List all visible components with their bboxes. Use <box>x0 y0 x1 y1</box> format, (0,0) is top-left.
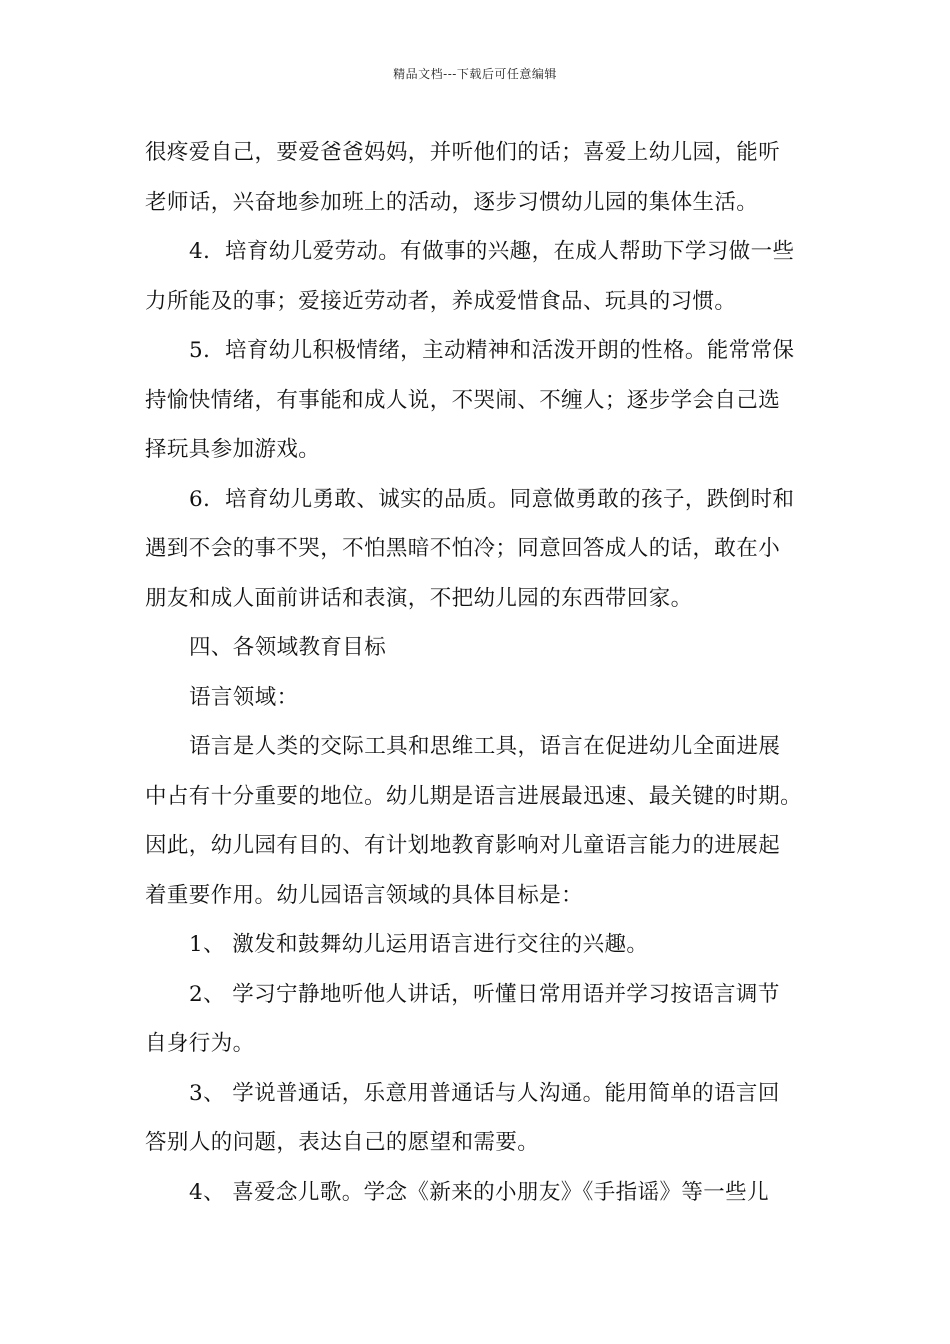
text-line: 因此，幼儿园有目的、有计划地教育影响对儿童语言能力的进展起 <box>145 833 781 858</box>
text-line: 答别人的问题，表达自己的愿望和需要。 <box>145 1130 540 1155</box>
text-line: 择玩具参加游戏。 <box>145 437 321 462</box>
text-line: 4．培育幼儿爱劳动。有做事的兴趣，在成人帮助下学习做一些 <box>189 239 795 264</box>
text-line: 朋友和成人面前讲话和表演，不把幼儿园的东西带回家。 <box>145 585 693 611</box>
text-line: 6．培育幼儿勇敢、诚实的品质。同意做勇敢的孩子，跌倒时和 <box>189 486 795 512</box>
list-item: 1、 激发和鼓舞幼儿运用语言进行交往的兴趣。 <box>189 932 649 957</box>
text-line: 力所能及的事；爱接近劳动者，养成爱惜食品、玩具的习惯。 <box>145 288 737 314</box>
list-item: 3、 学说普通话，乐意用普通话与人沟通。能用简单的语言回 <box>189 1080 780 1106</box>
section-heading: 四、各领域教育目标 <box>189 635 387 660</box>
text-line: 语言是人类的交际工具和思维工具，语言在促进幼儿全面进展 <box>189 734 781 759</box>
text-line: 着重要作用。幼儿园语言领域的具体目标是： <box>145 882 584 908</box>
text-line: 遇到不会的事不哭，不怕黑暗不怕冷；同意回答成人的话，敢在小 <box>145 536 781 561</box>
subsection-heading: 语言领域： <box>189 684 299 710</box>
document-body <box>145 128 810 1217</box>
page-header: 精品文档---下载后可任意编辑 <box>393 67 557 81</box>
text-line: 很疼爱自己，要爱爸爸妈妈，并听他们的话；喜爱上幼儿园，能听 <box>145 140 781 165</box>
list-item: 4、 喜爱念儿歌。学念《新来的小朋友》《手指谣》等一些儿 <box>189 1179 769 1205</box>
text-line: 老师话，兴奋地参加班上的活动，逐步习惯幼儿园的集体生活。 <box>145 189 759 215</box>
list-item: 2、 学习宁静地听他人讲话，听懂日常用语并学习按语言调节 <box>189 981 780 1007</box>
text-line: 5．培育幼儿积极情绪，主动精神和活泼开朗的性格。能常常保 <box>189 338 795 363</box>
text-line: 中占有十分重要的地位。幼儿期是语言进展最迅速、最关键的时期。 <box>145 783 803 809</box>
text-line: 自身行为。 <box>145 1031 255 1056</box>
text-line: 持愉快情绪，有事能和成人说，不哭闹、不缠人；逐步学会自己选 <box>145 387 781 413</box>
